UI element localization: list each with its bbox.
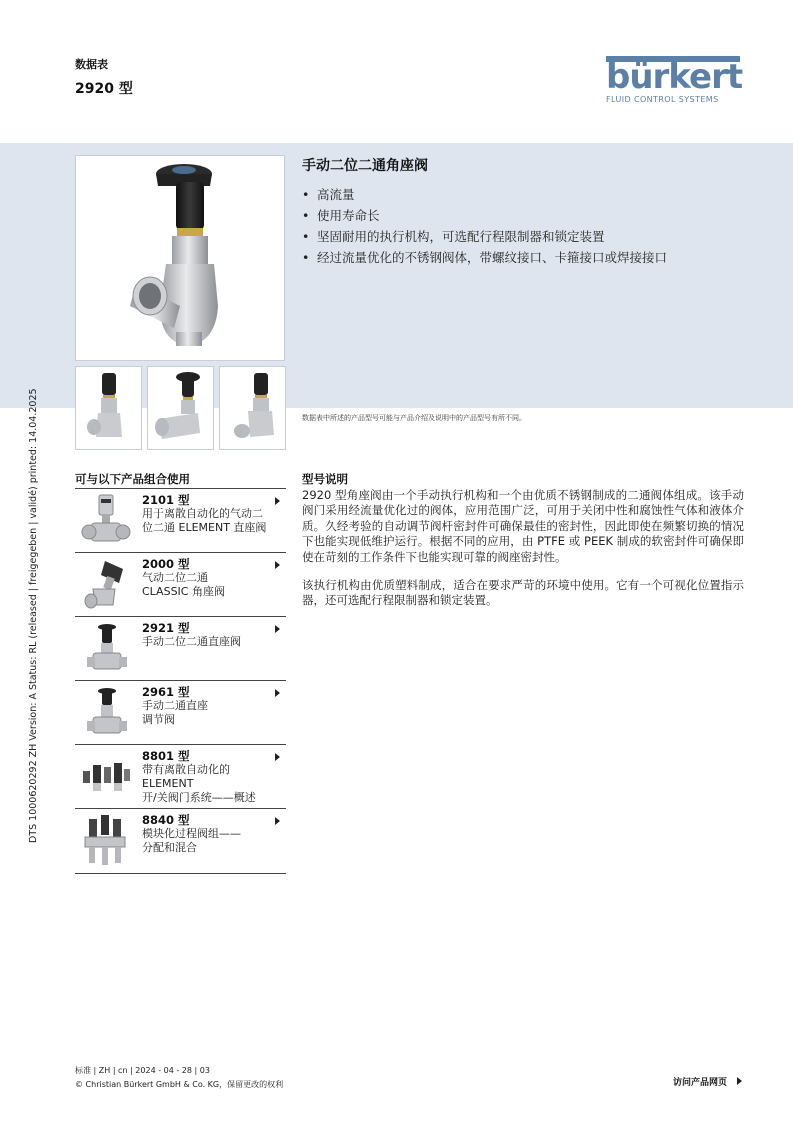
type-2000-valve-icon [79,557,131,613]
visit-product-page-link[interactable]: 访问产品网页 [673,1078,728,1088]
arrow-right-icon[interactable] [275,689,280,697]
combo-desc: 气动二位二通 CLASSIC 角座阀 [142,571,225,598]
type-8840-valve-block-icon [79,813,131,869]
combo-name: 8801 型 [142,749,190,763]
footer-copyright: © Christian Bürkert GmbH & Co. KG，保留更改的权利 [75,1080,284,1089]
combo-desc: 手动二位二通直座阀 [142,635,241,648]
feature-item: • 经过流量优化的不锈钢阀体，带螺纹接口、卡箍接口或焊接接口 [302,247,667,268]
feature-list [302,184,667,268]
valve-thumbnail-icon [76,367,141,449]
arrow-right-icon[interactable] [275,753,280,761]
logo-tagline: FLUID CONTROL SYSTEMS [606,95,719,104]
logo-word: bürkert [606,57,743,97]
feature-item: • 坚固耐用的执行机构，可选配行程限制器和锁定装置 [302,226,667,247]
type-description-heading: 型号说明 [302,472,348,486]
main-product-image [75,155,285,361]
combo-desc: 手动二通直座 调节阀 [142,699,208,726]
type-2961-valve-icon [79,685,131,741]
combo-item-2921[interactable] [75,616,286,680]
thumbnail-front-view[interactable] [75,366,142,450]
type-description-paragraph-2: 该执行机构由优质塑料制成，适合在要求严苛的环境中使用。它有一个可视化位置指示器，还可选配行程限制器和锁定装置。 [302,578,744,608]
arrow-right-icon[interactable] [275,625,280,633]
combo-name: 2961 型 [142,685,190,699]
combo-name: 2921 型 [142,621,190,635]
combo-desc: 模块化过程阀组—— 分配和混合 [142,827,241,854]
type-2921-valve-icon [79,621,131,677]
document-model: 2920 型 [75,81,133,97]
combo-name: 2000 型 [142,557,190,571]
thumbnail-side-view[interactable] [219,366,286,450]
thumbnail-top-view[interactable] [147,366,214,450]
combo-item-8840[interactable] [75,808,286,874]
valve-thumbnail-icon [220,367,285,449]
combo-item-8801[interactable] [75,744,286,808]
document-type: 数据表 [75,58,108,71]
combo-item-2101[interactable] [75,488,286,552]
combo-item-2961[interactable] [75,680,286,744]
feature-item: • 使用寿命长 [302,205,667,226]
combo-item-2000[interactable] [75,552,286,616]
type-2101-valve-icon [79,493,131,549]
arrow-right-icon[interactable] [275,817,280,825]
arrow-right-icon[interactable] [275,497,280,505]
footer-doc-info: 标准 | ZH | cn | 2024 - 04 - 28 | 03 [75,1066,210,1075]
combo-desc: 带有离散自动化的 ELEMENT 开/关阀门系统——概述 [142,763,256,804]
type-description-paragraph-1: 2920 型角座阀由一个手动执行机构和一个由优质不锈钢制成的二通阀体组成。该手动阀门采用经流量优化过的阀体，应用范围广泛，可用于关闭中性和腐蚀性气体和液体介质。久经考验的自动调节阀杆密封件可确保最佳的密封性，因此即使在频繁切换的情况下也能实现低维护运行。根据不同的应用，由 PTFE 或 PEEK 制成的软密封件可确保即使在苛刻的工作条件下也能实现可靠的阀座密封性。 [302,488,744,564]
combinations-heading: 可与以下产品组合使用 [75,472,190,486]
type-8801-valve-set-icon [79,749,131,805]
valve-thumbnail-icon [148,367,213,449]
combinations-list [75,488,286,874]
arrow-right-icon[interactable] [737,1077,742,1085]
angle-valve-illustration [76,156,284,360]
arrow-right-icon[interactable] [275,561,280,569]
product-disclaimer: 数据表中所述的产品型号可能与产品介绍及说明中的产品型号有所不同。 [302,414,526,422]
side-version-note: DTS 1000620292 ZH Version: A Status: RL (released | freigegeben | validé) printed: 14.04.2025 [28,388,39,843]
feature-item: • 高流量 [302,184,667,205]
combo-name: 8840 型 [142,813,190,827]
product-title: 手动二位二通角座阀 [302,158,428,174]
combo-desc: 用于离散自动化的气动二位二通 ELEMENT 直座阀 [142,507,267,534]
combo-name: 2101 型 [142,493,190,507]
burkert-logo [606,56,742,104]
